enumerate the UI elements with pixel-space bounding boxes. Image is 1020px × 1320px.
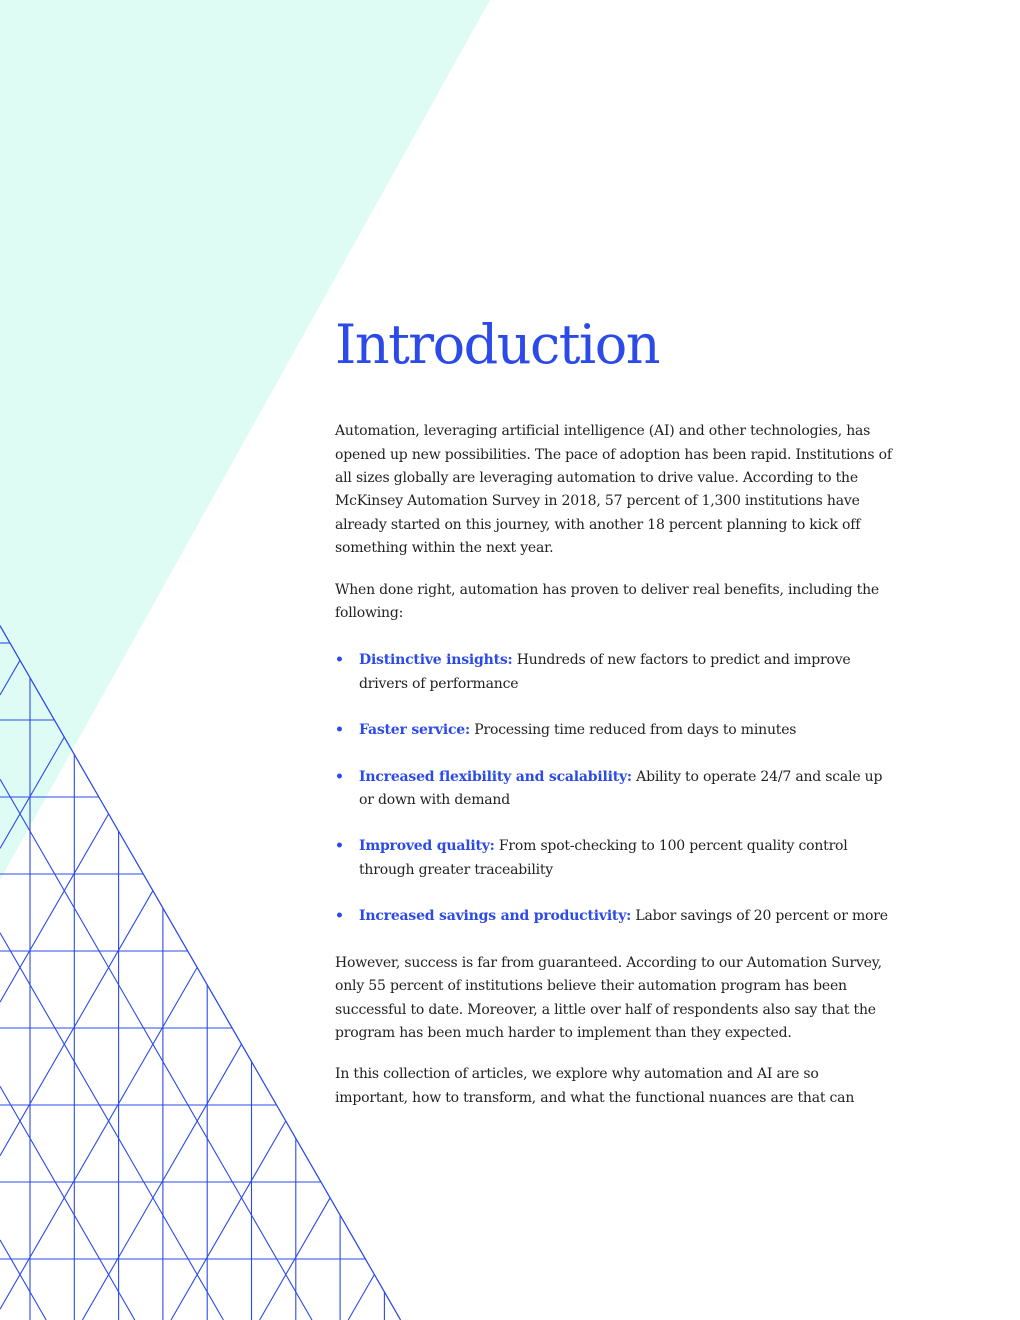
benefits-lead-paragraph: When done right, automation has proven to deliver real benefits, including the following: [335, 581, 879, 622]
benefit-text: Ability to operate 24/7 and scale up or down with demand [359, 768, 883, 809]
bullet-icon: • [335, 768, 344, 785]
grid-line [171, 1121, 286, 1320]
benefit-title: Increased savings and productivity: [359, 908, 632, 925]
success-paragraph: However, success is far from guaranteed. According to our Automation Survey, only 55 percent of institutions believe their automation program has been successful to date. Moreover, a little over half of respondents also say that the program has been much harder to implement than they expected. [335, 954, 882, 1041]
article-content [335, 310, 895, 1128]
grid-line [0, 1240, 46, 1320]
benefit-text: Hundreds of new factors to predict and improve drivers of performance [359, 652, 851, 692]
benefit-text: From spot-checking to 100 percent quality control through greater traceability [359, 838, 848, 878]
grid-line [0, 891, 153, 1156]
grid-line [348, 1275, 374, 1320]
list-item [335, 766, 895, 813]
bullet-icon: • [335, 652, 344, 669]
bullet-icon: • [335, 722, 344, 739]
collection-paragraph: In this collection of articles, we explore why automation and AI are so important, how to transform, and what the functional nuances are that can [335, 1066, 855, 1106]
bullet-icon: • [335, 838, 344, 855]
benefit-text: Processing time reduced from days to minutes [474, 722, 797, 739]
benefit-title: Improved quality: [359, 838, 495, 855]
list-item [335, 835, 895, 882]
intro-paragraph: Automation, leveraging artificial intelligence (AI) and other technologies, has opened up new possibilities. The pace of adoption has been rapid. Institutions of all sizes globally are leveraging automation to drive value. According to the McKinsey Automation Survey in 2018, 57 percent of 1,300 institutions have already started on this journey, with another 18 percent planning to kick off something within the next year. [335, 423, 892, 557]
bullet-icon: • [335, 908, 344, 925]
benefit-title: Increased flexibility and scalability: [359, 768, 632, 785]
benefit-text: Labor savings of 20 percent or more [635, 908, 888, 925]
grid-line [0, 933, 223, 1320]
list-item [335, 649, 895, 696]
page-title: Introduction [335, 313, 659, 376]
list-item [335, 719, 895, 742]
benefit-title: Faster service: [359, 722, 470, 739]
benefit-title: Distinctive insights: [359, 652, 513, 669]
list-item [335, 905, 895, 928]
grid-line [0, 779, 312, 1320]
benefits-list [335, 649, 895, 928]
